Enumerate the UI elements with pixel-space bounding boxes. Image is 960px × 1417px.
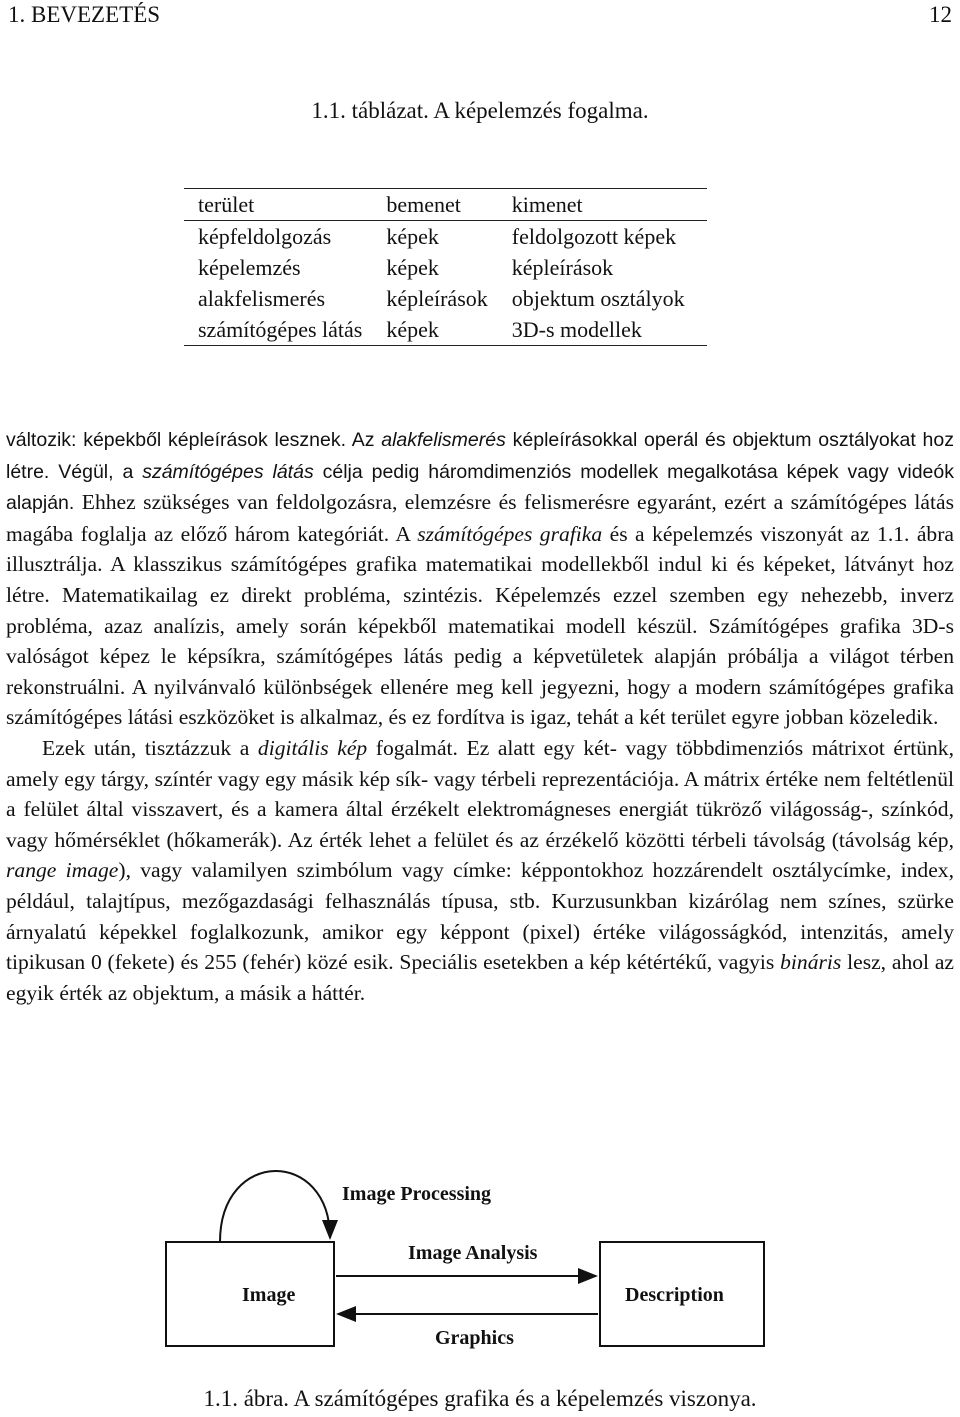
figure-caption: 1.1. ábra. A számítógépes grafika és a képelemzés viszonya. (203, 1386, 757, 1411)
table-cell: képleírások (511, 254, 614, 280)
column-header: kimenet (500, 189, 707, 221)
image-label: Image (242, 1284, 296, 1306)
table-row (184, 314, 707, 346)
text-run: célja pedig háromdimenziós modellek megalkotása képek vagy videók alapján. (6, 460, 954, 515)
description-label: Description (625, 1284, 724, 1306)
table-caption: 1.1. táblázat. A képelemzés fogalma. (311, 98, 649, 123)
paragraph (6, 733, 954, 1008)
text-run: ), vagy valamilyen szimbólum vagy címke: képpontokhoz hozzárendelt osztálycímke, index, például, talajtípus, mezőgazdasági felhasználás típusa, stb. Kurzusunkban kizárólag nem színes, szürke árnyalatú képekkel foglalkozunk, amikor egy képpont (pixel) értéke világosságkód, intenzitás, amely tipikusan 0 (fekete) és 255 (fehér) közé esik. Speciális esetekben a kép kétértékű, vagyis (6, 858, 954, 975)
relation-diagram (160, 1168, 800, 1388)
table-cell: képfeldolgozás (198, 223, 332, 249)
concept-table (184, 188, 707, 346)
table-cell: képek (386, 223, 439, 249)
paragraph (6, 424, 954, 733)
table-cell: képek (374, 314, 499, 346)
image-processing-label: Image Processing (342, 1183, 492, 1205)
emphasis: bináris (780, 950, 842, 975)
emphasis: range image (6, 858, 119, 883)
graphics-label: Graphics (435, 1327, 514, 1349)
text-run: Ehhez szükséges van feldolgozásra, elemzésre és felismerésre egyaránt, ezért a számítógépes látás magába foglalja az előző három kategóriát. A (6, 490, 954, 546)
table-row (184, 221, 707, 253)
table-row (184, 252, 707, 283)
table-cell: 3D-s modellek (500, 314, 707, 346)
table-cell: számítógépes látás (184, 314, 374, 346)
text-run: fogalmát. Ez alatt egy két- vagy többdimenziós mátrixot értünk, amely egy tárgy, színtér vagy egy másik kép sík- vagy térbeli reprezentációja. A mátrix értéke nem feltétlenül a felület által visszavert, és a kamera által érzékelt elektromágneses energiát tükröző világosság-, színkód, vagy hőmérséklet (hőkamerák). Az érték lehet a felület és az érzékelő közötti térbeli távolság (távolság kép, (6, 735, 954, 852)
table-cell: képleírások (386, 285, 488, 311)
running-head: 1. BEVEZETÉS (8, 2, 161, 27)
text-run: változik: képekből képleírások lesznek. Az (6, 429, 382, 451)
table-cell: alakfelismerés (198, 285, 326, 311)
table-header-row (184, 189, 707, 221)
emphasis: számítógépes grafika (417, 521, 603, 546)
text-run: lesz, ahol az egyik érték az objektum, a másik a háttér. (6, 950, 955, 1005)
processing-arrow (220, 1171, 330, 1242)
column-header: terület (184, 189, 374, 221)
emphasis: digitális kép (257, 735, 368, 760)
page-number: 12 (929, 2, 952, 27)
table-cell: képelemzés (198, 254, 301, 280)
body-text (6, 424, 954, 1008)
table-cell: képek (386, 254, 439, 280)
table-cell: feldolgozott képek (511, 223, 677, 249)
table-row (184, 283, 707, 314)
image-analysis-label: Image Analysis (408, 1242, 538, 1264)
column-header: bemenet (374, 189, 499, 221)
emphasis: számítógépes látás (142, 460, 314, 483)
text-run: Ezek után, tisztázzuk a (42, 735, 258, 760)
text-run: és a képelemzés viszonyát az 1.1. ábra illusztrálja. A klasszikus számítógépes grafika matematikai modellekből indul ki és képeket, látványt hoz létre. Matematikailag ez direkt probléma, szintézis. Képelemzés ezzel szemben egy nehezebb, inverz probléma, azaz analízis, amely során képekből matematikai modell készül. Számítógépes grafika 3D-s valóságot képez le képsíkra, számítógépes látás pedig a képvetületek alapján próbálja a világot térben rekonstruálni. A nyilvánvaló különbségek ellenére meg kell jegyezni, hogy a modern számítógépes grafika számítógépes látási eszközöket is alkalmaz, és ez fordítva is igaz, tehát a két terület egyre jobban közeledik. (6, 521, 955, 730)
emphasis: alakfelismerés (381, 429, 506, 451)
table-cell: objektum osztályok (511, 285, 685, 311)
text-run: képleírásokkal operál és objektum osztályokat hoz létre. Végül, a (6, 429, 954, 483)
page-header (8, 2, 952, 28)
